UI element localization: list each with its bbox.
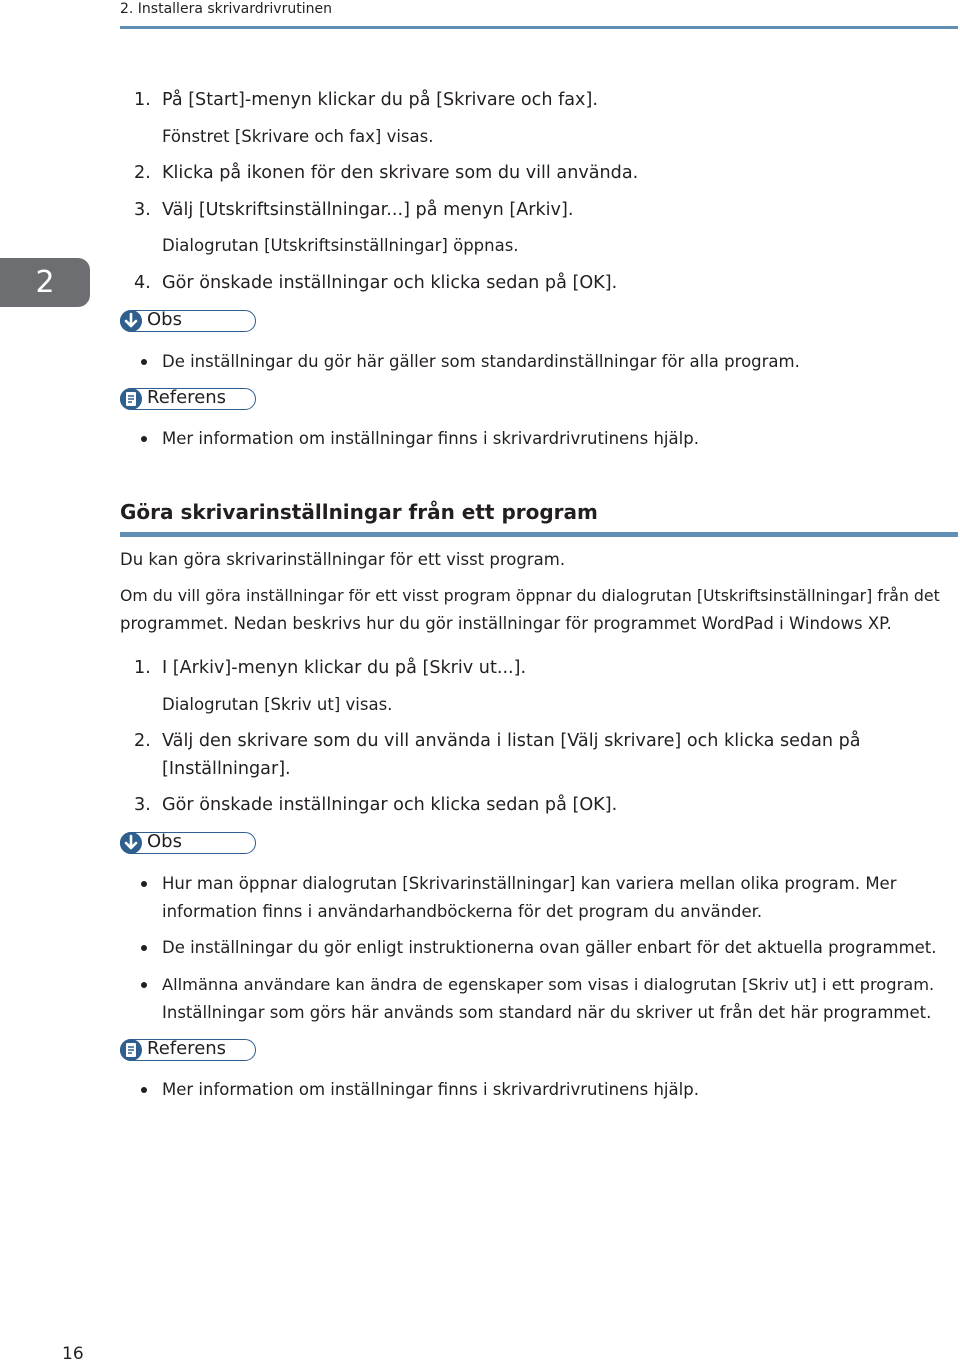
obs-label-text: Obs [147, 309, 182, 330]
chapter-tab [0, 258, 90, 307]
bullet [141, 359, 147, 365]
page-number: 16 [62, 1344, 84, 1364]
arrow-down-icon [120, 310, 142, 332]
obs-label [120, 832, 256, 854]
step-number: 4. [134, 273, 151, 293]
step-text: Välj [Utskriftsinställningar...] på menyn [Arkiv]. [162, 200, 574, 220]
step-result: Fönstret [Skrivare och fax] visas. [162, 127, 434, 146]
section-paragraph-line: programmet. Nedan beskrivs hur du gör inställningar för programmet WordPad i Windows XP. [120, 614, 892, 633]
obs-item: Allmänna användare kan ändra de egenskaper som visas i dialogrutan [Skriv ut] i ett program. [162, 975, 935, 994]
step-text: I [Arkiv]-menyn klickar du på [Skriv ut...]. [162, 658, 527, 678]
bullet [141, 436, 147, 442]
running-header: 2. Installera skrivardrivrutinen [120, 1, 332, 17]
referens-item: Mer information om inställningar finns i skrivardrivrutinens hjälp. [162, 1080, 699, 1099]
referens-label-text: Referens [147, 387, 227, 408]
document-icon [120, 1039, 142, 1061]
section-title: Göra skrivarinställningar från ett program [120, 500, 598, 524]
step-number: 2. [134, 163, 151, 183]
step-result: Dialogrutan [Utskriftsinställningar] öppnas. [162, 236, 519, 255]
step-number: 1. [134, 90, 151, 110]
obs-item: De inställningar du gör här gäller som standardinställningar för alla program. [162, 352, 800, 371]
section-intro: Du kan göra skrivarinställningar för ett visst program. [120, 550, 566, 569]
obs-item: Hur man öppnar dialogrutan [Skrivarinställningar] kan variera mellan olika program. Mer [162, 874, 897, 893]
step-text: [Inställningar]. [162, 759, 291, 779]
step-number: 3. [134, 200, 151, 220]
step-text: Klicka på ikonen för den skrivare som du vill använda. [162, 163, 639, 183]
chapter-number: 2 [35, 265, 55, 300]
step-number: 1. [134, 658, 151, 678]
arrow-down-icon [120, 832, 142, 854]
referens-label-text: Referens [147, 1038, 227, 1059]
obs-item: information finns i användarhandböckerna för det program du använder. [162, 902, 763, 921]
header-rule [120, 26, 958, 29]
bullet [141, 881, 147, 887]
step-text: Välj den skrivare som du vill använda i listan [Välj skrivare] och klicka sedan på [162, 731, 861, 751]
step-text: Gör önskade inställningar och klicka sedan på [OK]. [162, 273, 618, 293]
bullet [141, 982, 147, 988]
referens-label [120, 388, 256, 410]
step-text: På [Start]-menyn klickar du på [Skrivare och fax]. [162, 90, 598, 110]
obs-label-text: Obs [147, 831, 182, 852]
step-number: 2. [134, 731, 151, 751]
obs-item: De inställningar du gör enligt instruktionerna ovan gäller enbart för det aktuella programmet. [162, 938, 937, 957]
referens-label [120, 1039, 256, 1061]
section-paragraph-line: Om du vill göra inställningar för ett visst program öppnar du dialogrutan [Utskriftsinställningar] från det [120, 586, 940, 605]
document-icon [120, 388, 142, 410]
step-result: Dialogrutan [Skriv ut] visas. [162, 695, 393, 714]
obs-label [120, 310, 256, 332]
obs-item: Inställningar som görs här används som standard när du skriver ut från det här programmet. [162, 1003, 932, 1022]
step-text: Gör önskade inställningar och klicka sedan på [OK]. [162, 795, 618, 815]
section-rule [120, 532, 958, 537]
bullet [141, 945, 147, 951]
referens-item: Mer information om inställningar finns i skrivardrivrutinens hjälp. [162, 429, 699, 448]
bullet [141, 1087, 147, 1093]
step-number: 3. [134, 795, 151, 815]
